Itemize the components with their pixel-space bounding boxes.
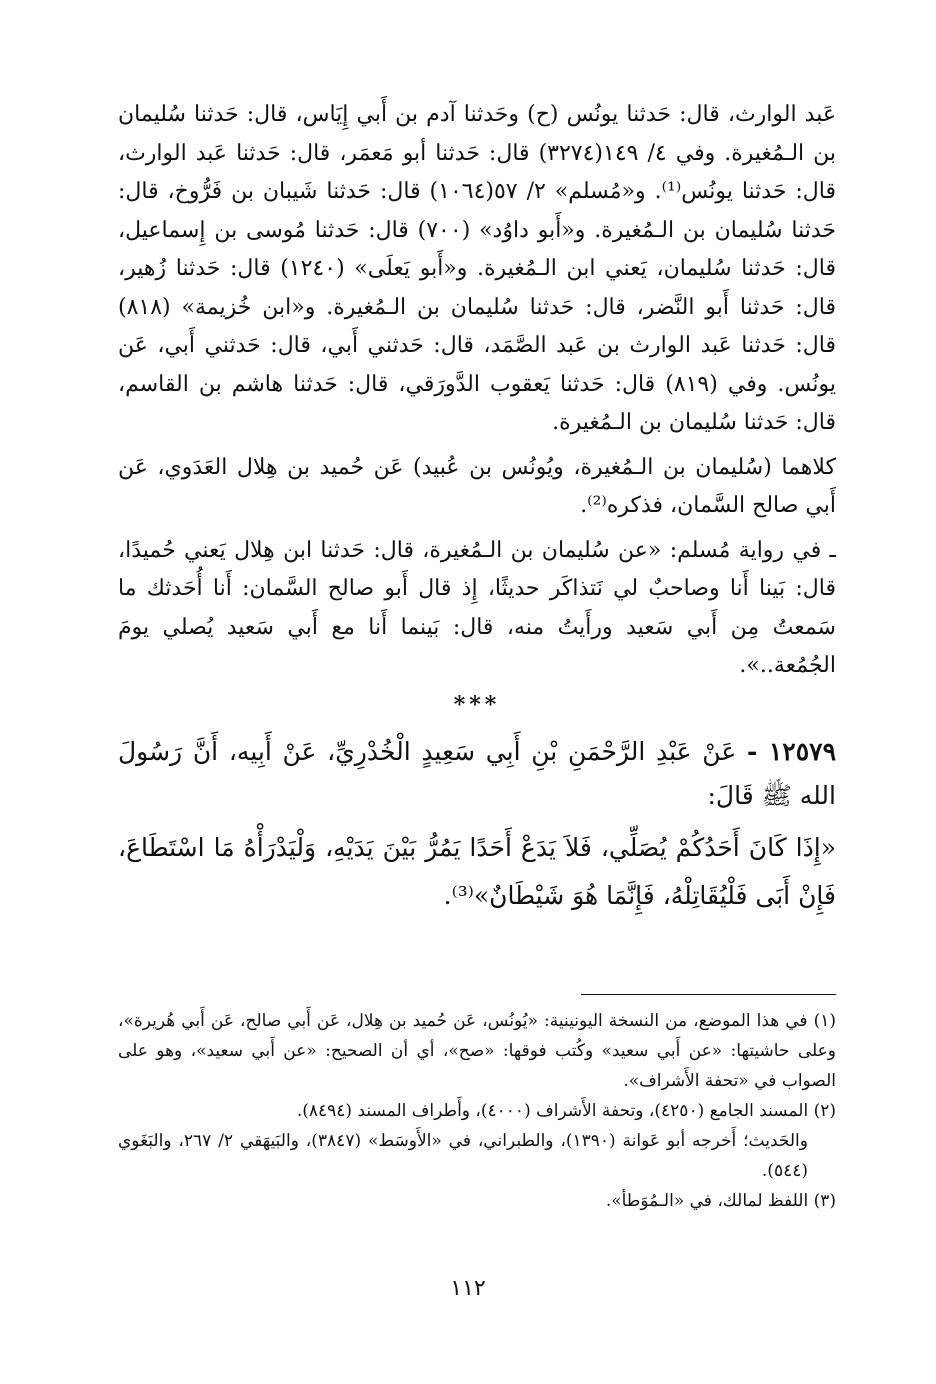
hadith-text: «إِذَا كَانَ أَحَدُكُمْ يُصَلِّي، فَلاَ يَدَعْ أَحَدًا يَمُرُّ بَيْنَ يَدَيْهِ، وَلْيَدْرَأْهُ مَا اسْتَطَاعَ، فَإِنْ أَبَى فَلْيُقَاتِلْهُ، فَإِنَّمَا هُوَ شَيْطَانٌ»⁽³⁾. — [118, 832, 836, 910]
footnote-1: (١) في هذا الموضع، من النسخة اليونينية: «يُونُس، عَن حُميد بن هِلال، عَن أَبي صالح، عَن أَبي هُريرة»، وعلى حاشيتها: «عن أَبي سعيد» وكُتب فوقها: «صح»، أي أن الصحيح: «عن أَبي سعيد»، وهو على الصواب في «تحفة الأَشراف». — [118, 1011, 836, 1091]
paragraph-muslim-narration: ـ في رواية مُسلم: «عن سُليمان بن الـمُغيرة، قال: حَدثنا ابن هِلال يَعني حُميدًا، قال: بَينا أَنا وصاحبٌ لي نَتذاكَر حديثًا، إِذ قال أَبو صالح السَّمان: أَنا أُحَدثك ما سَمعتُ مِن أَبي سَعيد ورأَيتُ منه، قال: بَينما أَنا مع أَبي سَعيد يُصلي يومَ الجُمُعة..». — [118, 537, 836, 678]
main-text — [118, 96, 836, 920]
hadith-number: ١٢٥٧٩ - — [747, 736, 836, 766]
page-number: ١١٢ — [450, 1276, 486, 1301]
footnote-2-continuation: والحَديث؛ أَخرجه أبو عَوانة (١٣٩٠)، والطبراني، في «الأَوسَط» (٣٨٤٧)، والبَيهَقي ٢/ ٢٦٧، والبَغَوي (٥٤٤). — [118, 1131, 808, 1181]
section-separator: *** — [453, 691, 501, 718]
hadith-chain: عَنْ عَبْدِ الرَّحْمَنِ بْنِ أَبِي سَعِيدٍ الْخُدْرِيِّ، عَنْ أَبِيه، أَنَّ رَسُولَ الله ﷺ قَالَ: — [118, 736, 836, 810]
footnote-2: (٢) المسند الجامع (٤٢٥٠)، وتحفة الأَشراف (٤٠٠٠)، وأَطراف المسند (٨٤٩٤). — [296, 1101, 836, 1121]
paragraph-common-chain: كلاهما (سُليمان بن الـمُغيرة، ويُونُس بن عُبيد) عَن حُميد بن هِلال العَدَوي، عَن أَبي صالح السَّمان، فذكره⁽²⁾. — [118, 454, 836, 518]
footnote-divider — [581, 994, 836, 995]
footnotes — [118, 1006, 836, 1216]
paragraph-isnad-sources: عَبد الوارث، قال: حَدثنا يونُس (ح) وحَدثنا آدم بن أَبي إِيَاس، قال: حَدثنا سُليمان بن الـمُغيرة. وفي ٤/ ١٤٩(٣٢٧٤) قال: حَدثنا أبو مَعمَر، قال: حَدثنا عَبد الوارث، قال: حَدثنا يونُس⁽¹⁾. و«مُسلم» ٢/ ٥٧(١٠٦٤) قال: حَدثنا شَيبان بن فَرُّوخ، قال: حَدثنا سُليمان بن الـمُغيرة. و«أَبو داوُد» (٧٠٠) قال: حَدثنا مُوسى بن إِسماعيل، قال: حَدثنا سُليمان، يَعني ابن الـمُغيرة. و«أَبو يَعلَى» (١٢٤٠) قال: حَدثنا زُهير، قال: حَدثنا أَبو النَّضر، قال: حَدثنا سُليمان بن الـمُغيرة. و«ابن خُزيمة» (٨١٨) قال: حَدثنا عَبد الوارث بن عَبد الصَّمَد، قال: حَدثني أَبي، قال: حَدثني أَبي، عَن يونُس. وفي (٨١٩) قال: حَدثنا يَعقوب الدَّورَقي، قال: حَدثنا هاشم بن القاسم، قال: حَدثنا سُليمان بن الـمُغيرة. — [118, 102, 837, 435]
hadith-heading — [118, 730, 836, 818]
footnote-3: (٣) اللفظ لمالك، في «الـمُوَطأ». — [605, 1191, 836, 1211]
